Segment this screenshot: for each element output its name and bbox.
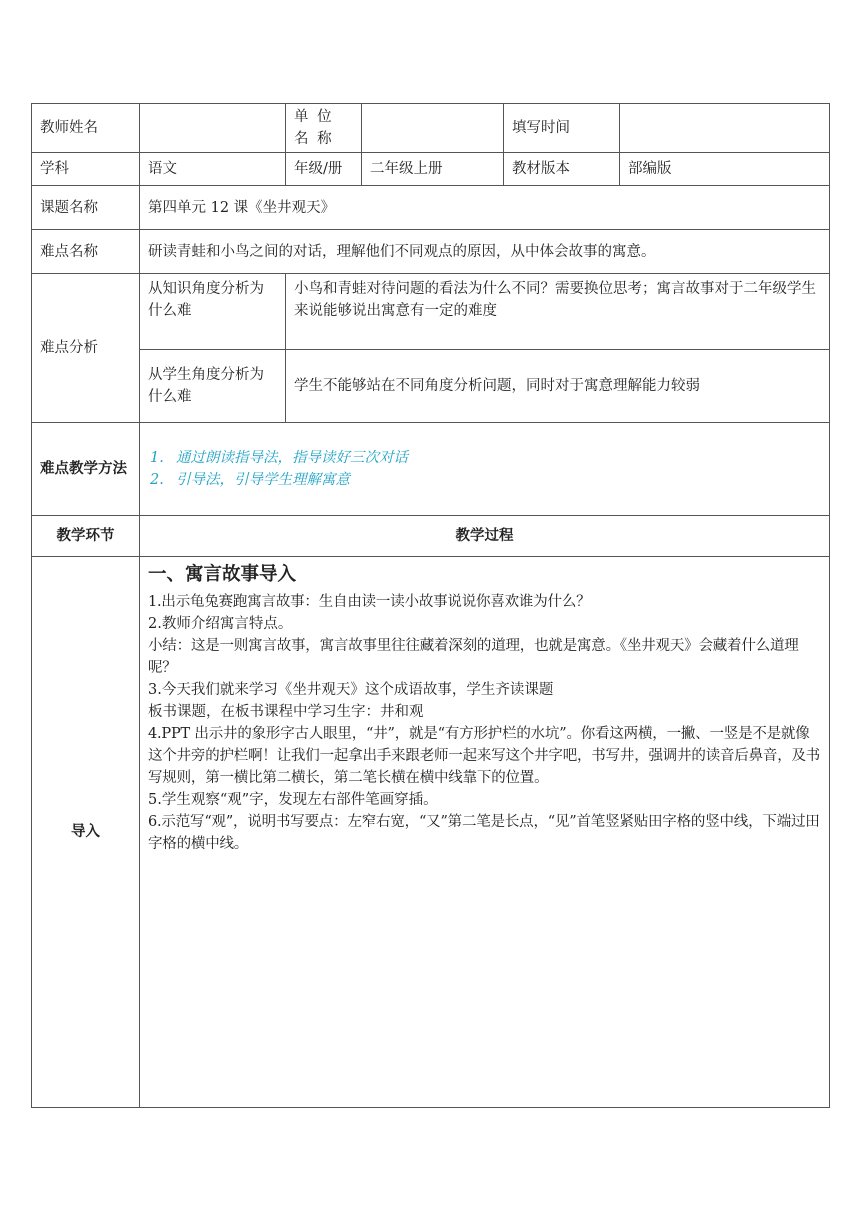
fill-time-value[interactable] (620, 104, 830, 153)
teacher-name-value[interactable] (140, 104, 286, 153)
lesson-plan-table (31, 103, 830, 1108)
student-angle-label: 从学生角度分析为什么难 (140, 350, 286, 423)
knowledge-angle-text: 小鸟和青蛙对待问题的看法为什么不同？需要换位思考；寓言故事对于二年级学生来说能够说出寓意有一定的难度 (286, 274, 830, 350)
fill-time-label: 填写时间 (504, 104, 620, 153)
method-item: 2. 引导法，引导学生理解寓意 (150, 472, 350, 488)
knowledge-angle-label: 从知识角度分析为什么难 (140, 274, 286, 350)
method-item: 1. 通过朗读指导法，指导读好三次对话 (150, 450, 408, 466)
stage-header: 教学环节 (32, 516, 140, 557)
row-process-intro (32, 557, 830, 1108)
section-heading: 一、寓言故事导入 (148, 564, 297, 585)
process-paragraph: 1.出示龟兔赛跑寓言故事：生自由读一读小故事说说你喜欢谁为什么？ (148, 594, 591, 610)
process-paragraph: 3.今天我们就来学习《坐井观天》这个成语故事，学生齐读课题 (148, 682, 554, 698)
row-method (32, 423, 830, 516)
row-analysis-student (32, 350, 830, 423)
row-teacher (32, 104, 830, 153)
process-header: 教学过程 (140, 516, 830, 557)
method-list (140, 423, 830, 516)
process-paragraph: 2.教师介绍寓言特点。 (148, 616, 293, 632)
difficulty-label: 难点名称 (32, 230, 140, 274)
method-label: 难点教学方法 (32, 423, 140, 516)
subject-label: 学科 (32, 153, 140, 186)
process-paragraph: 小结：这是一则寓言故事，寓言故事里往往藏着深刻的道理，也就是寓意。《坐井观天》会藏着什么道理呢？ (148, 638, 799, 676)
student-angle-text: 学生不能够站在不同角度分析问题，同时对于寓意理解能力较弱 (286, 350, 830, 423)
topic-label: 课题名称 (32, 186, 140, 230)
process-paragraph: 板书课题，在板书课程中学习生字：井和观 (148, 704, 424, 720)
topic-value: 第四单元 12 课《坐井观天》 (140, 186, 830, 230)
row-process-header (32, 516, 830, 557)
subject-value: 语文 (140, 153, 286, 186)
grade-label: 年级/册 (286, 153, 362, 186)
stage-intro: 导入 (32, 557, 140, 1108)
process-paragraph: 6.示范写“观”，说明书写要点：左窄右宽，“又”第二笔是长点，“见”首笔竖紧贴田字格的竖中线，下端过田字格的横中线。 (148, 814, 820, 852)
unit-value[interactable] (362, 104, 504, 153)
process-paragraph: 5.学生观察“观”字，发现左右部件笔画穿插。 (148, 792, 438, 808)
teacher-name-label: 教师姓名 (32, 104, 140, 153)
row-subject (32, 153, 830, 186)
analysis-label: 难点分析 (32, 274, 140, 423)
row-topic (32, 186, 830, 230)
unit-label: 单 位 名 称 (286, 104, 362, 153)
edition-value: 部编版 (620, 153, 830, 186)
edition-label: 教材版本 (504, 153, 620, 186)
row-difficulty (32, 230, 830, 274)
process-paragraph: 4.PPT 出示井的象形字古人眼里，“井”，就是“有方形护栏的水坑”。你看这两横，一撇、一竖是不是就像这个井旁的护栏啊！让我们一起拿出手来跟老师一起来写这个井字吧，书写井，强调井的读音后鼻音，及书写规则，第一横比第二横长，第二笔长横在横中线靠下的位置。 (148, 726, 821, 786)
grade-value: 二年级上册 (362, 153, 504, 186)
difficulty-value: 研读青蛙和小鸟之间的对话，理解他们不同观点的原因，从中体会故事的寓意。 (140, 230, 830, 274)
row-analysis-knowledge (32, 274, 830, 350)
process-content (140, 557, 830, 1108)
